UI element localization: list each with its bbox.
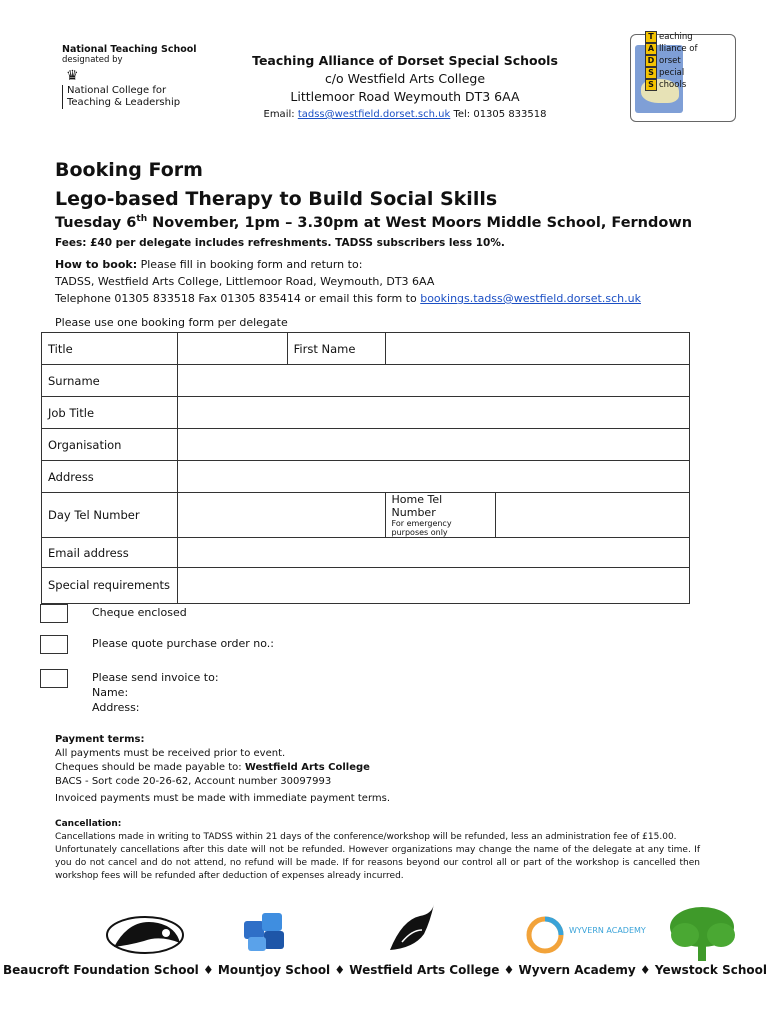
yewstock-tree-icon bbox=[665, 905, 740, 963]
ncl-name: National College for Teaching & Leadership bbox=[62, 85, 212, 109]
special-req-label: Special requirements bbox=[42, 568, 178, 604]
payment-terms: Payment terms: All payments must be received prior to event. Cheques should be made payable to: Westfield Arts College BACS - Sort code 20-26-62, Account number 30097993 Invoiced payments must be made with immediate payment terms. bbox=[55, 734, 391, 804]
surname-label: Surname bbox=[42, 365, 178, 397]
po-checkbox[interactable] bbox=[40, 635, 68, 654]
title-field[interactable] bbox=[177, 333, 287, 365]
first-name-field[interactable] bbox=[385, 333, 689, 365]
addr-line1: c/o Westfield Arts College bbox=[324, 71, 486, 86]
mountjoy-logo-icon bbox=[238, 907, 298, 962]
fees-line: Fees: £40 per delegate includes refreshments. TADSS subscribers less 10%. bbox=[55, 237, 505, 249]
email-label: Email address bbox=[42, 538, 178, 568]
header-address bbox=[230, 52, 580, 124]
job-title-field[interactable] bbox=[177, 397, 689, 429]
day-tel-label: Day Tel Number bbox=[42, 493, 178, 538]
crest-icon: ♛ bbox=[66, 68, 79, 84]
addr-line2: Littlemoor Road Weymouth DT3 6AA bbox=[290, 89, 520, 104]
special-req-field[interactable] bbox=[177, 568, 689, 604]
ntsl-line1: National Teaching School bbox=[62, 44, 197, 55]
first-name-label: First Name bbox=[287, 333, 385, 365]
event-details: Tuesday 6th November, 1pm – 3.30pm at West Moors Middle School, Ferndown bbox=[55, 214, 693, 231]
form-note: Please use one booking form per delegate bbox=[55, 316, 288, 329]
invoice-checkbox[interactable] bbox=[40, 669, 68, 688]
svg-text:WYVERN ACADEMY: WYVERN ACADEMY bbox=[569, 926, 646, 935]
home-tel-field[interactable] bbox=[496, 493, 690, 538]
page-title: Booking Form Lego-based Therapy to Build Social Skills bbox=[55, 159, 498, 210]
org-name: Teaching Alliance of Dorset Special Schools bbox=[252, 53, 558, 68]
organisation-label: Organisation bbox=[42, 429, 178, 461]
cheque-label: Cheque enclosed bbox=[92, 606, 187, 619]
header-email-link[interactable]: tadss@westfield.dorset.sch.uk bbox=[297, 109, 451, 120]
ntsl-logo bbox=[62, 44, 212, 109]
booking-form-table bbox=[41, 332, 690, 604]
how-to-book: How to book: Please fill in booking form and return to: TADSS, Westfield Arts College, Littlemoor Road, Weymouth, DT3 6AA Telephone 01305 833518 Fax 01305 835414 or email this form to bookings.tadss@westfield.dorset.sch.uk bbox=[55, 258, 641, 305]
beaucroft-logo-icon bbox=[100, 905, 190, 960]
address-field[interactable] bbox=[177, 461, 689, 493]
organisation-field[interactable] bbox=[177, 429, 689, 461]
po-label: Please quote purchase order no.: bbox=[92, 637, 274, 650]
tadss-logo: T eaching A lliance of D orset S pecial S chools bbox=[630, 34, 736, 122]
footer-schools: Beaucroft Foundation School ♦ Mountjoy School ♦ Westfield Arts College ♦ Wyvern Academy ♦ Yewstock School bbox=[3, 963, 767, 977]
address-label: Address bbox=[42, 461, 178, 493]
wyvern-logo-icon bbox=[525, 915, 646, 955]
job-title-label: Job Title bbox=[42, 397, 178, 429]
title-label: Title bbox=[42, 333, 178, 365]
email-field[interactable] bbox=[177, 538, 689, 568]
day-tel-field[interactable] bbox=[177, 493, 385, 538]
booking-email-link[interactable]: bookings.tadss@westfield.dorset.sch.uk bbox=[420, 292, 641, 305]
cancellation-terms: Cancellation: Cancellations made in writing to TADSS within 21 days of the conference/workshop will be refunded, less an administration fee of £15.00. Unfortunately cancellations after this date will not be refunded. However organizations may change the name of the delegate at any time. If you do not cancel and do not attend, no refund will be made. If for reasons beyond our control all or part of the workshop is cancelled then workshop fees will be refunded after deduction of expenses already incurred. bbox=[55, 819, 700, 881]
home-tel-note: For emergency purposes only bbox=[391, 519, 452, 537]
ntsl-line2: designated by bbox=[62, 55, 123, 65]
cheque-checkbox[interactable] bbox=[40, 604, 68, 623]
westfield-logo-icon bbox=[380, 900, 440, 960]
invoice-label: Please send invoice to: Name: Address: bbox=[92, 671, 219, 714]
surname-field[interactable] bbox=[177, 365, 689, 397]
home-tel-label: Home Tel Number For emergency purposes only bbox=[385, 493, 496, 538]
contact-line: Email: tadss@westfield.dorset.sch.uk Tel: 01305 833518 bbox=[263, 109, 547, 120]
